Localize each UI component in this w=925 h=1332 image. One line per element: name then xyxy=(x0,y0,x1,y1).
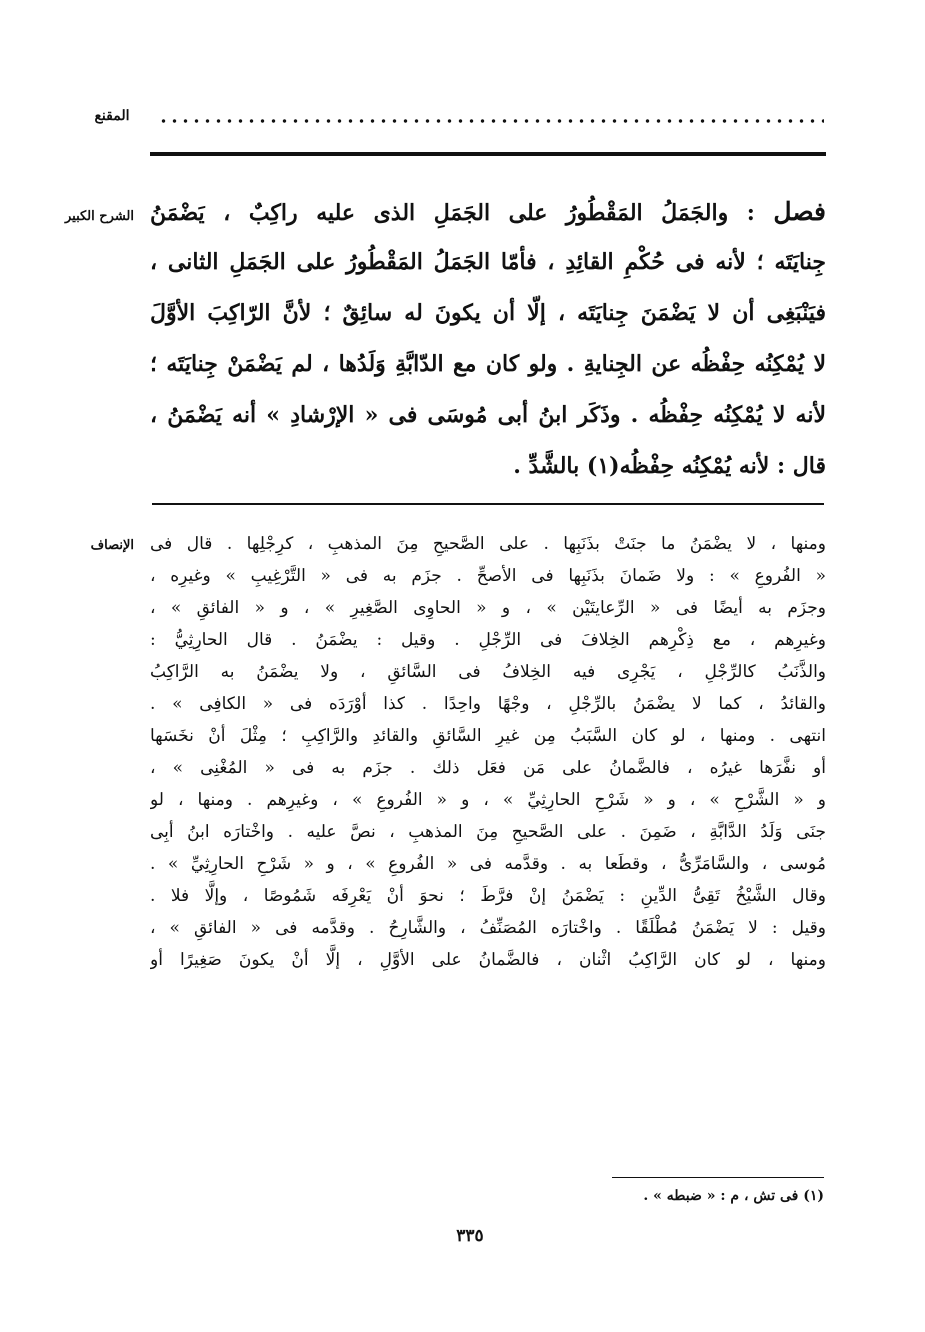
sharh-line: لا يُمْكِنُه حِفْظُه عن الجِنايةِ . ولو كان مع الدّابَّةِ وَلَدُها ، لم يَضْمَنْ جِنايَتَه ؛ xyxy=(150,351,826,377)
insaf-line: وقيل : لا يَضْمَنُ مُطْلَقًا . واخْتارَه المُصَنِّفُ ، والشَّارِحُ . وقدَّمه فى « الفائقِ » ، xyxy=(150,918,826,938)
insaf-line: « الفُروعِ » : ولا ضَمانَ بذَنَبِها فى الأصحِّ . جزَم به فى « التَّرْغِيبِ » وغيرِه ، xyxy=(150,566,826,586)
footnote-rule xyxy=(612,1177,824,1178)
insaf-line: و « الشَّرْحِ » ، و « شَرْحِ الحارِثِيِّ » ، و « الفُروعِ » ، وغيرِهم . ومنها ، لو xyxy=(150,790,826,810)
sharh-line: قال : لأنه يُمْكِنُه حِفْظُه(١) بالشَّدِّ . xyxy=(513,453,826,479)
insaf-line: وغيرِهم ، مع ذِكْرِهم الخِلافَ فى الرِّجْلِ . وقيل : يضْمَنُ . قال الحارِثِيُّ : xyxy=(150,630,826,650)
insaf-line: ومنها ، لا يضْمَنُ ما جنَتْ بذَنَبِها . على الصَّحيحِ مِنَ المذهبِ ، كرِجْلِها . قال فى xyxy=(150,534,826,554)
insaf-line: ومنها ، لو كان الرَّاكِبُ اثْنان ، فالضَّمانُ على الأوَّلِ ، إلَّا أنْ يكونَ صَغِيرًا أو xyxy=(150,950,826,970)
section-label-insaf: الإنصاف xyxy=(90,538,134,553)
sharh-line: جِنايَتَه ؛ لأنه فى حُكْمِ القائِدِ ، فأمّا الجَمَلُ المَقْطُورُ على الجَمَلِ الثانى ، xyxy=(150,249,826,275)
header-thick-rule xyxy=(150,152,826,156)
sharh-first-line-text: : والجَمَلُ المَقْطُورُ على الجَمَلِ الذى عليه راكِبٌ ، يَضْمَنُ xyxy=(150,200,755,226)
insaf-line: والذَّنَبُ كالرِّجْلِ ، يَجْرِى فيه الخِلافُ فى السَّائقِ ، ولا يضْمَنُ به الرَّاكِبُ xyxy=(150,662,826,682)
insaf-line: مُوسى ، والسَّامَرِّىُّ ، وقطَعا به . وقدَّمه فى « الفُروعِ » ، و « شَرْحِ الحارِثِيِّ » . xyxy=(150,854,826,874)
insaf-line: وقال الشَّيْخُ تَقِىُّ الدِّينِ : يَضْمَنُ إنْ فرَّطَ ؛ نحوَ أنْ يَعْرِفَه شَمُوصًا ، وإلَّا فلا . xyxy=(150,886,826,906)
insaf-line: انتهى . ومنها ، لو كان السَّبَبُ مِن غيرِ السَّائقِ والقائدِ والرَّاكِبِ ؛ مِثْلَ أنْ نخَسَها xyxy=(150,726,826,746)
sharh-line xyxy=(150,186,826,237)
sharh-line: فيَنْبَغِى أن لا يَضْمَنَ جِنايَتَه ، إلّا أن يكونَ له سائِقٌ ؛ لأنَّ الرّاكِبَ الأوَّلَ xyxy=(150,300,826,326)
insaf-line: والقائدُ ، كما لا يضْمَنُ بالرِّجْلِ ، وجْهًا واحِدًا . كذا أوْرَدَه فى « الكافِى » . xyxy=(150,694,826,714)
insaf-line: وجزَم به أيضًا فى « الرِّعايتَيْن » ، و « الحاوِى الصَّغِيرِ » ، و « الفائقِ » ، xyxy=(150,598,826,618)
sharh-text-block xyxy=(150,186,826,492)
section-lead-word: فصل xyxy=(773,197,826,226)
section-divider-rule xyxy=(152,503,824,505)
sharh-line: لأنه لا يُمْكِنُه حِفْظُه . وذَكَر ابنُ أبى مُوسَى فى « الإرْشادِ » أنه يَضْمَنُ ، xyxy=(150,402,826,428)
insaf-line: أو نفَّرَها غيرُه ، فالضَّمانُ على مَن فعَل ذلك . جزَم به فى « المُغْنِى » ، xyxy=(150,758,826,778)
section-label-sharh: الشرح الكبير xyxy=(64,209,134,224)
insaf-line: جنَى وَلَدُ الدَّابَّةِ ، ضَمِنَ . على الصَّحيحِ مِنَ المذهبِ ، نصَّ عليه . واخْتارَه ابنُ أبِى xyxy=(150,822,826,842)
header-dotted-leader xyxy=(158,118,824,124)
running-header-title: المقنع xyxy=(94,108,130,124)
page-number: ٣٣٥ xyxy=(456,1226,484,1246)
insaf-text-block xyxy=(150,528,826,976)
footnote-text: (١) فى تش ، م : « ضبطه » . xyxy=(643,1188,824,1204)
